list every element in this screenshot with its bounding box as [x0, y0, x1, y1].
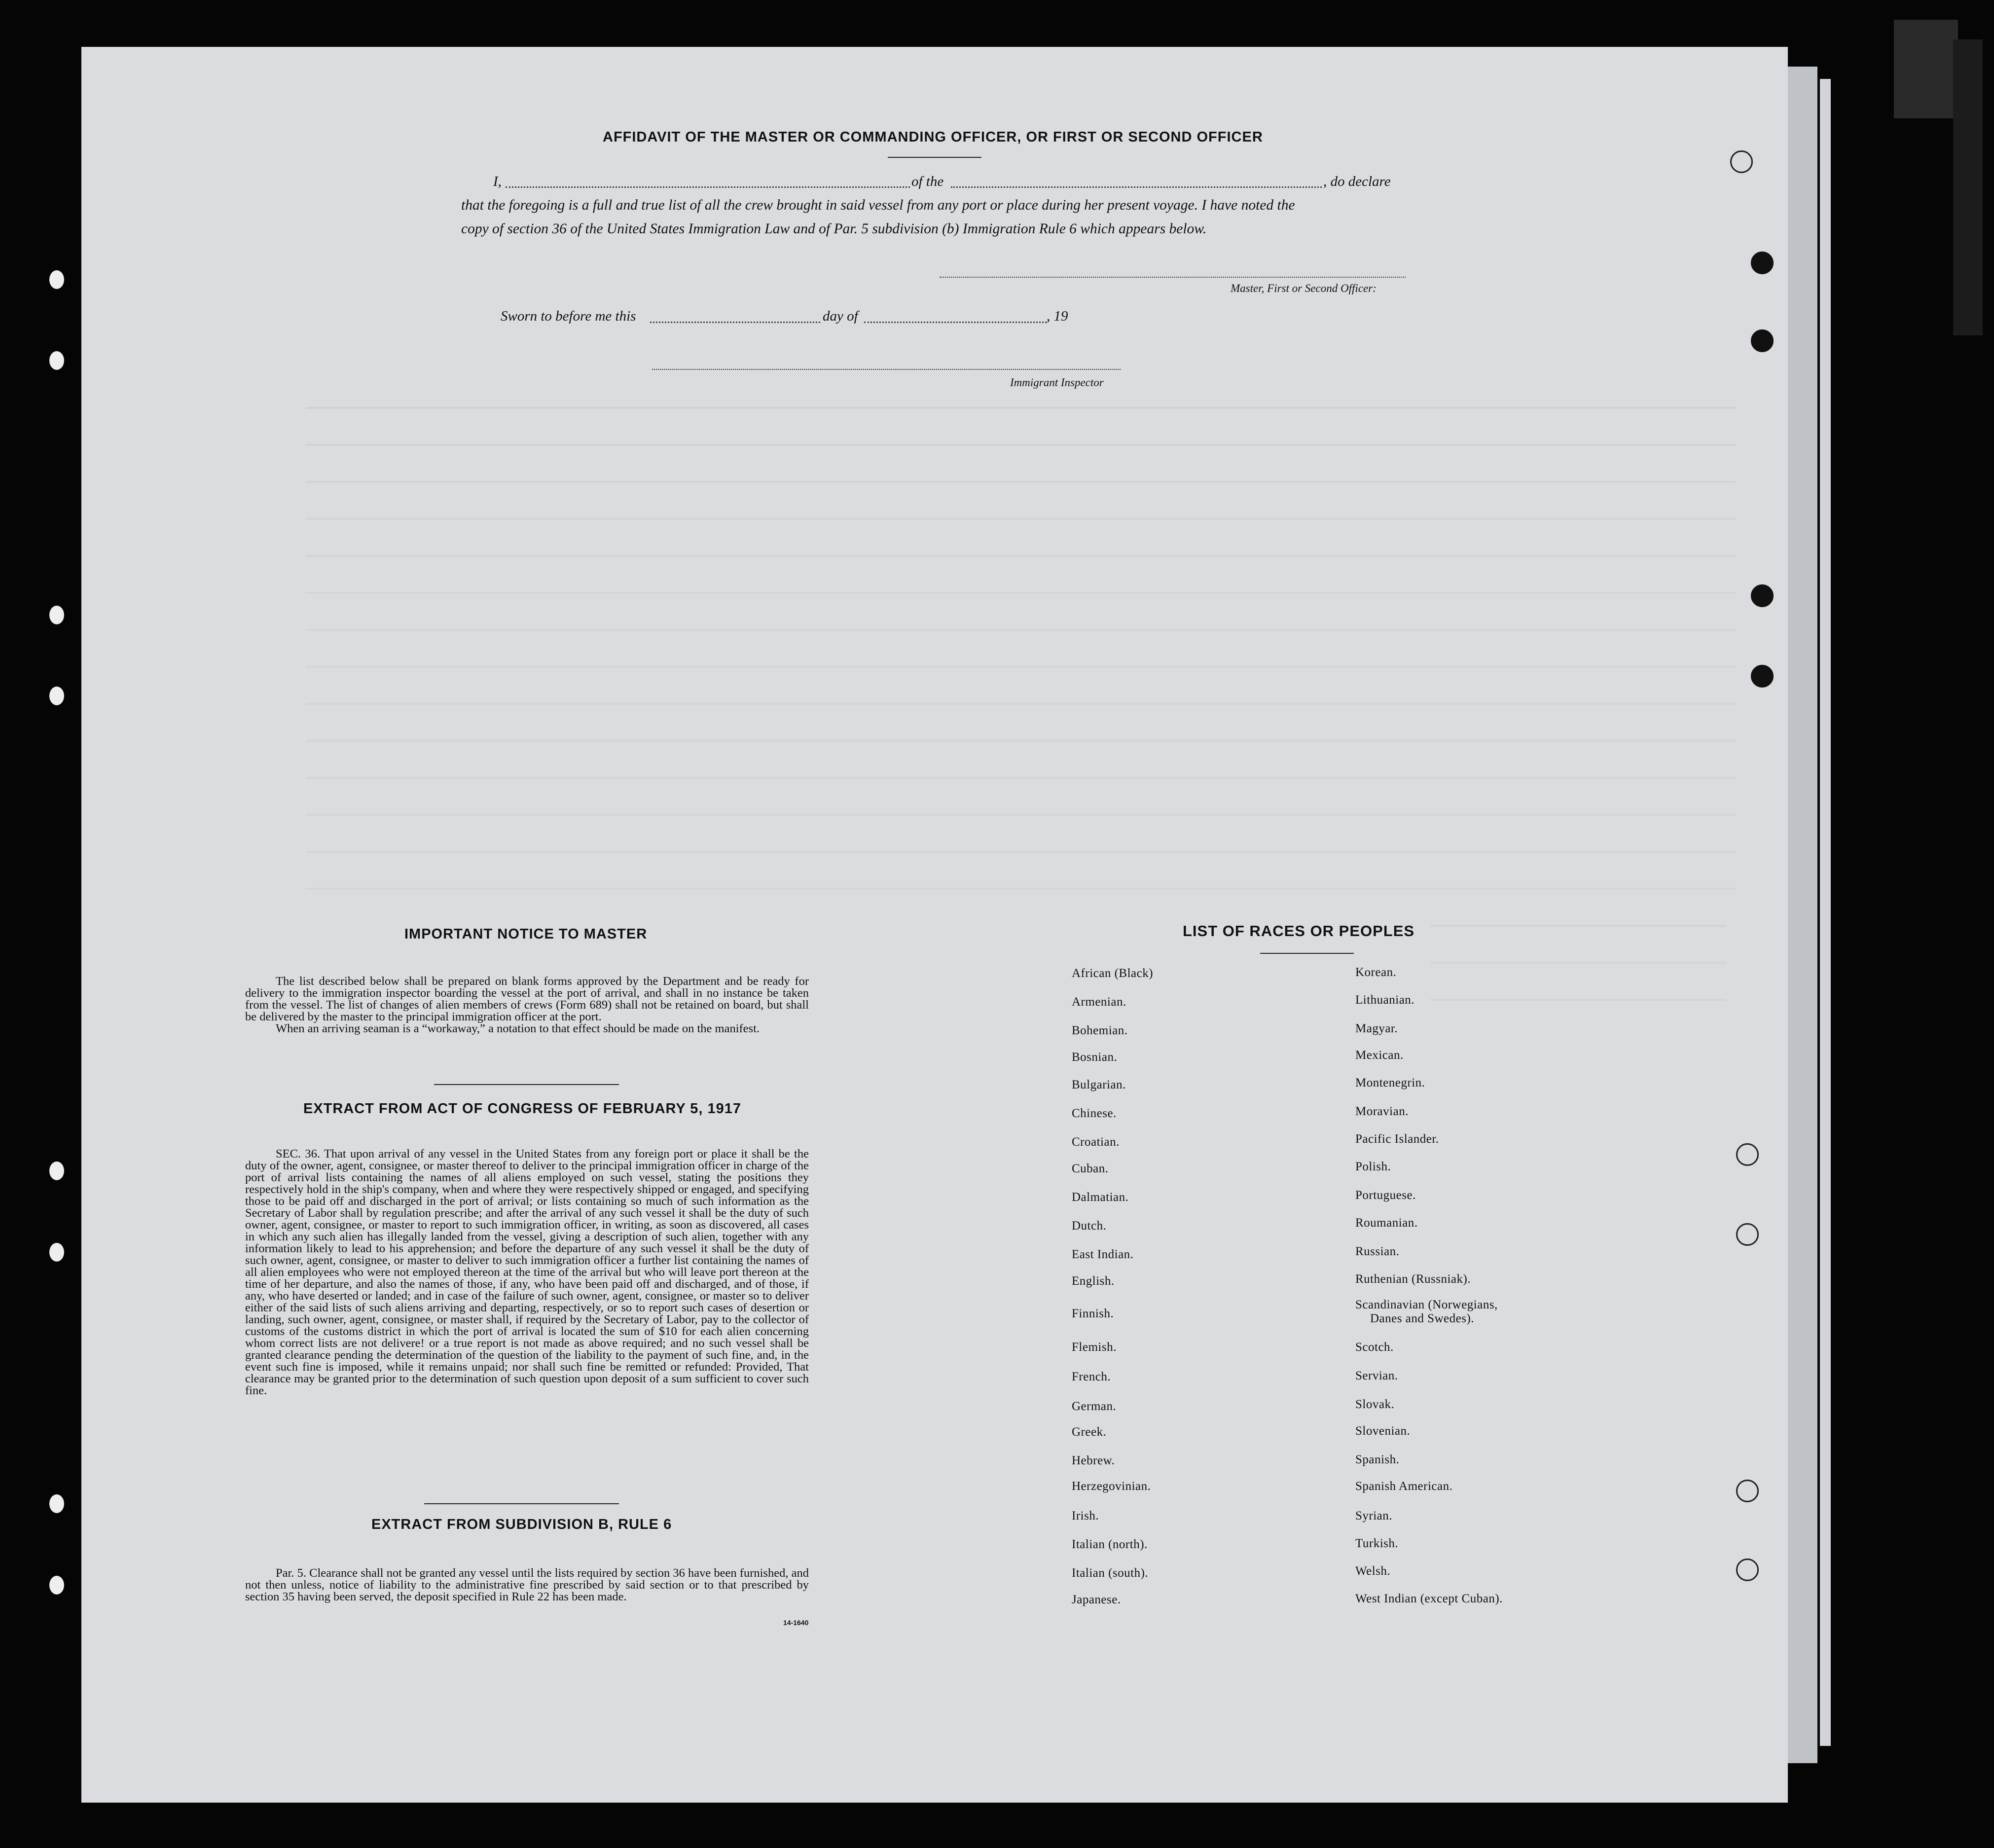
- race-item: Mexican.: [1355, 1049, 1404, 1062]
- master-signature-line[interactable]: [940, 277, 1406, 278]
- race-item: German.: [1072, 1400, 1117, 1413]
- binder-hole: [49, 270, 64, 289]
- affidavit-i-label: I,: [493, 174, 502, 189]
- race-item: Greek.: [1072, 1425, 1107, 1439]
- binder-hole: [49, 687, 64, 705]
- affidavit-of-the-label: of the: [911, 174, 944, 189]
- bleed-through: [306, 444, 1736, 446]
- race-item: Bosnian.: [1072, 1051, 1118, 1064]
- scan-artifact: [1894, 20, 1958, 118]
- year-prefix-label: , 19: [1047, 308, 1068, 324]
- inspector-signature-line[interactable]: [652, 369, 1121, 370]
- race-item: Portuguese.: [1355, 1189, 1416, 1202]
- race-item: Servian.: [1355, 1369, 1398, 1382]
- race-item: English.: [1072, 1274, 1115, 1288]
- race-item: West Indian (except Cuban).: [1355, 1592, 1503, 1605]
- race-item: Syrian.: [1355, 1509, 1393, 1522]
- race-item: African (Black): [1072, 967, 1154, 980]
- race-item: Lithuanian.: [1355, 993, 1415, 1007]
- section-rule: [424, 1503, 619, 1504]
- races-title: LIST OF RACES OR PEOPLES: [1183, 922, 1415, 940]
- bleed-through: [306, 518, 1736, 520]
- binder-hole: [49, 351, 64, 370]
- binder-hole: [1751, 252, 1774, 274]
- extract-act-body: [245, 1148, 809, 1397]
- extract-act-title: EXTRACT FROM ACT OF CONGRESS OF FEBRUARY 5, 1917: [303, 1101, 742, 1117]
- day-of-label: day of: [823, 308, 858, 324]
- race-item: Slovak.: [1355, 1398, 1395, 1411]
- notice-body: [245, 976, 809, 1035]
- affidavit-declare-label: , do declare: [1323, 174, 1391, 189]
- sworn-day-field[interactable]: [650, 322, 820, 323]
- notice-paragraph-1: The list described below shall be prepared on blank forms approved by the Department and be ready for delivery to the immigration inspector boarding the vessel at the port of arrival, and shall in no instance be taken from the vessel. The list of changes of alien members of crews (Form 689) shall not be retained on board, but shall be delivered by the master to the principal immigration officer at the port.: [245, 975, 809, 1023]
- binder-hole: [49, 1161, 64, 1180]
- race-item: Finnish.: [1072, 1307, 1114, 1320]
- binder-hole: [1730, 150, 1753, 173]
- race-item: Ruthenian (Russniak).: [1355, 1272, 1471, 1286]
- bleed-through: [306, 407, 1736, 409]
- race-item: Dutch.: [1072, 1219, 1107, 1232]
- section-rule: [434, 1084, 619, 1085]
- race-item: Magyar.: [1355, 1022, 1398, 1035]
- race-item: Spanish.: [1355, 1453, 1400, 1466]
- race-item: Montenegrin.: [1355, 1076, 1425, 1089]
- races-title-rule: [1260, 953, 1354, 954]
- binder-hole: [49, 1576, 64, 1594]
- binder-hole: [1736, 1223, 1759, 1246]
- bleed-through: [1430, 962, 1726, 964]
- race-item: Pacific Islander.: [1355, 1132, 1439, 1146]
- affidavit-line-2: that the foregoing is a full and true list of all the crew brought in said vessel from any port or place during her present voyage. I have noted the: [461, 197, 1295, 213]
- bleed-through: [306, 851, 1736, 853]
- bleed-through: [306, 703, 1736, 705]
- bleed-through: [306, 814, 1736, 816]
- race-item: Polish.: [1355, 1160, 1391, 1173]
- race-item: Hebrew.: [1072, 1454, 1115, 1467]
- binder-hole: [1751, 665, 1774, 688]
- bleed-through: [1430, 999, 1726, 1001]
- bleed-through: [306, 888, 1736, 890]
- race-item: Scotch.: [1355, 1341, 1394, 1354]
- bleed-through: [306, 740, 1736, 742]
- race-item: French.: [1072, 1370, 1111, 1383]
- master-name-field[interactable]: [506, 186, 910, 188]
- race-item: Cuban.: [1072, 1162, 1109, 1175]
- race-item: Italian (south).: [1072, 1566, 1149, 1580]
- master-signature-caption: Master, First or Second Officer:: [1231, 282, 1377, 294]
- rule-paragraph: Par. 5. Clearance shall not be granted any vessel until the lists required by section 36 have been furnished, and not then unless, notice of liability to the administrative fine prescribed by said section or to that prescribed by section 35 having been served, the deposit specified in Rule 22 has been made.: [245, 1566, 809, 1603]
- race-item: Croatian.: [1072, 1135, 1120, 1149]
- binder-hole: [1751, 584, 1774, 607]
- extract-rule-title: EXTRACT FROM SUBDIVISION B, RULE 6: [371, 1517, 672, 1532]
- race-item: Korean.: [1355, 966, 1397, 979]
- binder-hole: [1736, 1143, 1759, 1166]
- race-item: Russian.: [1355, 1245, 1400, 1258]
- binder-hole: [49, 606, 64, 624]
- race-item: Dalmatian.: [1072, 1191, 1129, 1204]
- section-36-text: SEC. 36. That upon arrival of any vessel in the United States from any foreign port or place it shall be the duty of the owner, agent, consignee, or master thereof to deliver to the principal immigration officer in charge of the port of arrival lists containing the names of all aliens employed on such vessel, stating the positions they respectively hold in the ship's company, when and where they were respectively shipped or engaged, and specifying those to be paid off and discharged in the port of arrival; or lists containing so much of such information as the Secretary of Labor shall by regulation prescribe; and after the arrival of any such vessel it shall be the duty of such owner, agent, consignee, or master to report to such immigration officer, in writing, as soon as discovered, all cases in which any such alien has illegally landed from the vessel, giving a description of such alien, together with any information likely to lead to his apprehension; and before the departure of any such vessel it shall be the duty of such owner, agent, consignee, or master to deliver to such immigration officer a further list containing the names of all alien employees who were not employed thereon at the time of the arrival but who will leave port thereon at the time of her departure, and also the names of those, if any, who have been paid off and discharged, and of those, if any, who have deserted or landed; and in case of the failure of such owner, agent, consignee, or master so to deliver either of the said lists of such aliens arriving and departing, respectively, or so to report such cases of desertion or landing, such owner, agent, consignee, or master shall, if required by the Secretary of Labor, pay to the collector of customs of the customs district in which the port of arrival is located the sum of $10 for each alien concerning whom correct lists are not delivere! or a true report is not made as above required; and no such vessel shall be granted clearance pending the determination of the question of the liability to the payment of such fine, and, in the event such fine is imposed, while it remains unpaid; nor shall such fine be remitted or refunded: Provided, That clearance may be granted prior to the determination of such question upon deposit of a sum sufficient to cover such fine.: [245, 1147, 809, 1397]
- bleed-through: [1430, 925, 1726, 927]
- page-edge-inner: [1820, 79, 1831, 1746]
- race-item: Bulgarian.: [1072, 1078, 1126, 1091]
- bleed-through: [306, 481, 1736, 483]
- form-number: 14-1640: [783, 1619, 809, 1627]
- race-item: Moravian.: [1355, 1105, 1409, 1118]
- notice-title: IMPORTANT NOTICE TO MASTER: [404, 926, 648, 942]
- sworn-month-field[interactable]: [864, 322, 1047, 323]
- bleed-through: [306, 592, 1736, 594]
- bleed-through: [306, 555, 1736, 557]
- race-item: Italian (north).: [1072, 1538, 1148, 1551]
- race-item: Chinese.: [1072, 1107, 1117, 1120]
- affidavit-line-3: copy of section 36 of the United States Immigration Law and of Par. 5 subdivision (b) Immigration Rule 6 which appears below.: [461, 221, 1207, 237]
- race-item: Armenian.: [1072, 995, 1126, 1009]
- race-item: Slovenian.: [1355, 1424, 1411, 1438]
- binder-hole: [1736, 1480, 1759, 1502]
- vessel-name-field[interactable]: [951, 186, 1322, 188]
- title-rule: [888, 157, 981, 158]
- race-item: Japanese.: [1072, 1593, 1121, 1606]
- race-item: East Indian.: [1072, 1248, 1134, 1261]
- inspector-caption: Immigrant Inspector: [1010, 376, 1104, 389]
- binder-hole: [49, 1243, 64, 1262]
- race-item: Irish.: [1072, 1509, 1099, 1522]
- notice-paragraph-2: When an arriving seaman is a “workaway,” a notation to that effect should be made on the manifest.: [276, 1022, 760, 1035]
- binder-hole: [1736, 1558, 1759, 1581]
- affidavit-title: AFFIDAVIT OF THE MASTER OR COMMANDING OFFICER, OR FIRST OR SECOND OFFICER: [603, 129, 1263, 145]
- sworn-label: Sworn to before me this: [501, 308, 636, 324]
- scan-artifact: [1953, 39, 1983, 335]
- bleed-through: [306, 666, 1736, 668]
- page-edge: [1788, 67, 1817, 1763]
- race-item: Welsh.: [1355, 1564, 1391, 1578]
- race-item: Scandinavian (Norwegians,: [1355, 1298, 1498, 1311]
- race-item-continued: Danes and Swedes).: [1370, 1312, 1475, 1325]
- race-item: Spanish American.: [1355, 1480, 1453, 1493]
- binder-hole: [1751, 329, 1774, 352]
- race-item: Roumanian.: [1355, 1216, 1418, 1230]
- bleed-through: [306, 777, 1736, 779]
- race-item: Turkish.: [1355, 1537, 1399, 1550]
- race-item: Bohemian.: [1072, 1024, 1128, 1037]
- bleed-through: [306, 629, 1736, 631]
- race-item: Herzegovinian.: [1072, 1480, 1151, 1493]
- extract-rule-body: [245, 1567, 809, 1603]
- binder-hole: [49, 1494, 64, 1513]
- race-item: Flemish.: [1072, 1341, 1117, 1354]
